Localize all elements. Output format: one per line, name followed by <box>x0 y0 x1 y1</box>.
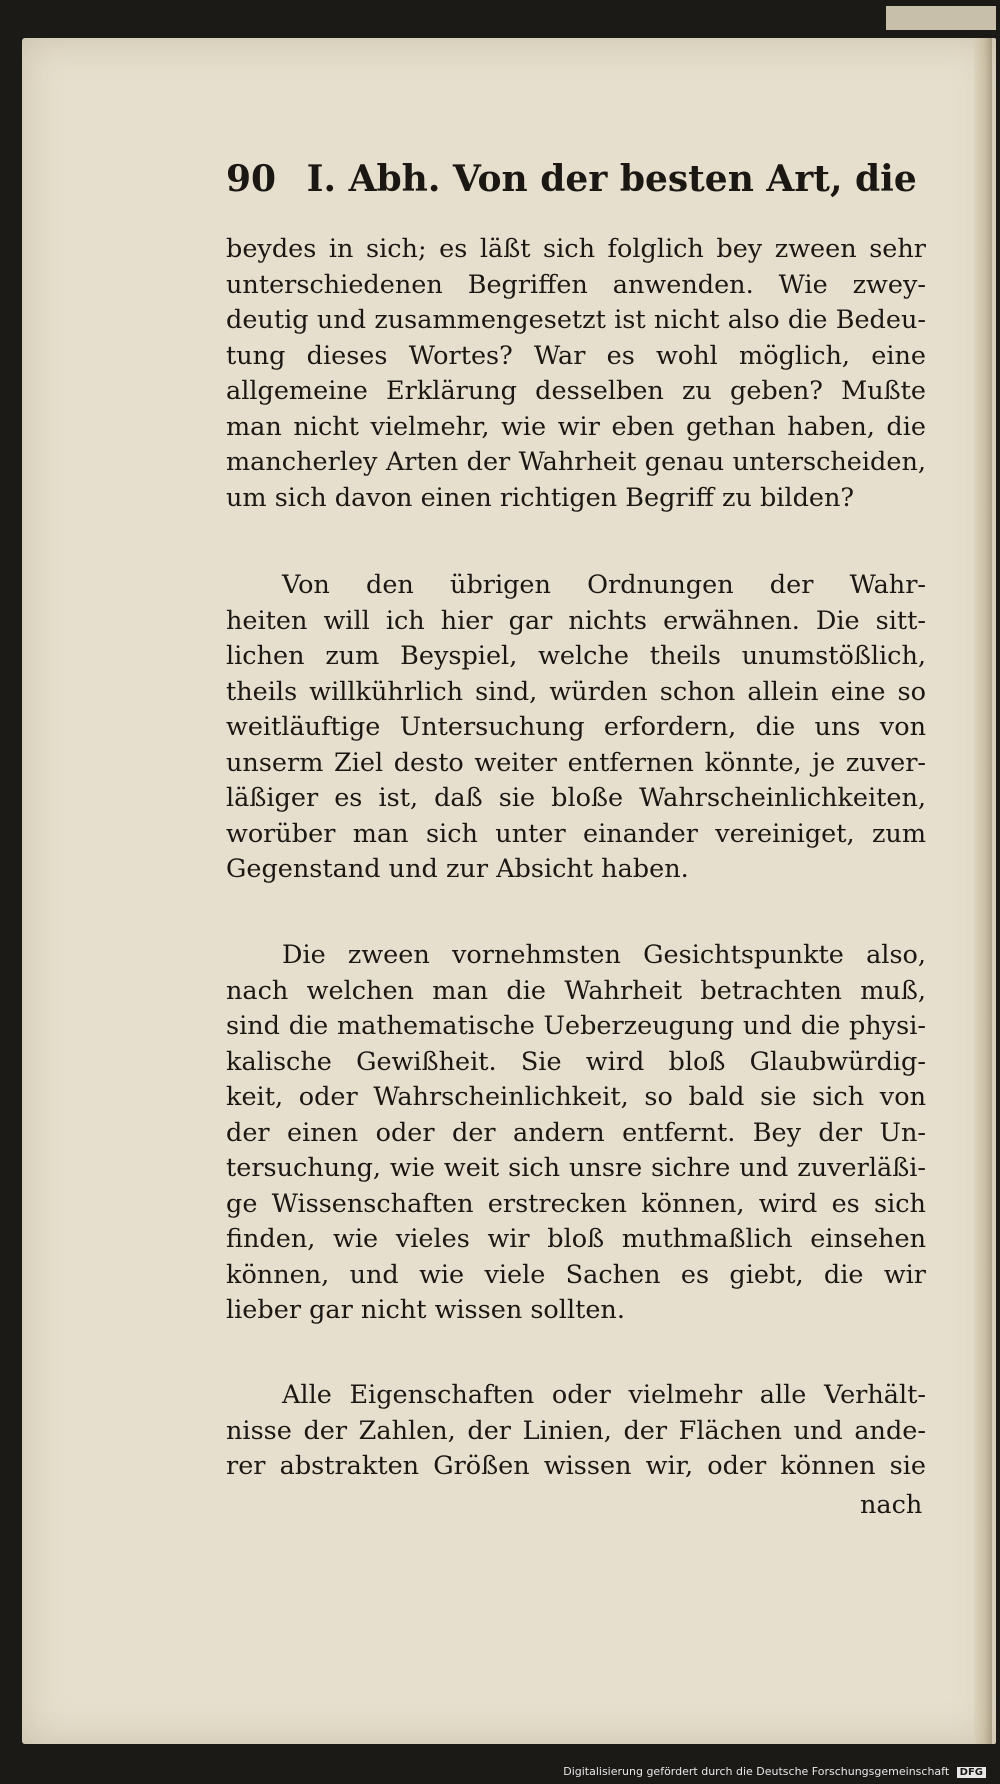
running-header <box>226 158 926 200</box>
digitization-credit <box>563 1765 986 1778</box>
text-line: nisse der Zahlen, der Linien, der Flächen und ande- <box>226 1415 926 1446</box>
text-line: mancherley Arten der Wahrheit genau unterscheiden, <box>226 447 926 477</box>
text-line: können, und wie viele Sachen es giebt, die wir <box>226 1259 926 1290</box>
running-title: I. Abh. Von der besten Art, die <box>306 158 917 200</box>
catchword: nach <box>860 1490 923 1520</box>
text-line: beydes in sich; es läßt sich folglich bey zween sehr <box>226 234 926 264</box>
text-line: lichen zum Beyspiel, welche theils unumstößlich, <box>226 641 926 671</box>
text-line: lieber gar nicht wissen sollten. <box>226 1295 625 1325</box>
paragraph-1 <box>226 232 926 516</box>
text-line: rer abstrakten Größen wissen wir, oder können sie <box>226 1451 926 1481</box>
paragraph-4 <box>226 1378 926 1485</box>
text-line: unserm Ziel desto weiter entfernen könnte, je zuver- <box>226 747 926 778</box>
text-line: tersuchung, wie weit sich unsre sichre und zuverläßi- <box>226 1153 926 1183</box>
text-line: der einen oder der andern entfernt. Bey der Un- <box>226 1117 926 1148</box>
text-line: kalische Gewißheit. Sie wird bloß Glaubwürdig- <box>226 1046 926 1077</box>
text-line: Alle Eigenschaften oder vielmehr alle Verhält- <box>282 1380 926 1410</box>
paragraph-2 <box>226 568 926 888</box>
text-line: finden, wie vieles wir bloß muthmaßlich einsehen <box>226 1224 926 1254</box>
text-line: Die zween vornehmsten Gesichtspunkte also, <box>282 940 926 970</box>
text-line: deutig und zusammengesetzt ist nicht also die Bedeu- <box>226 305 926 335</box>
text-line: Von den übrigen Ordnungen der Wahr- <box>282 570 926 600</box>
book-tab <box>886 6 996 30</box>
page-edge <box>974 38 992 1744</box>
text-line: heiten will ich hier gar nichts erwähnen. Die sitt- <box>226 605 926 636</box>
text-line: allgemeine Erklärung desselben zu geben? Mußte <box>226 376 926 406</box>
text-line: worüber man sich unter einander vereiniget, zum <box>226 818 926 849</box>
text-line: tung dieses Wortes? War es wohl möglich, eine <box>226 340 926 371</box>
text-line: nach welchen man die Wahrheit betrachten muß, <box>226 975 926 1006</box>
text-line: Gegenstand und zur Absicht haben. <box>226 854 689 884</box>
text-line: man nicht vielmehr, wie wir eben gethan haben, die <box>226 411 926 442</box>
text-line: sind die mathematische Ueberzeugung und die physi- <box>226 1011 926 1041</box>
text-line: um sich davon einen richtigen Begriff zu bilden? <box>226 482 855 513</box>
paragraph-3 <box>226 938 926 1329</box>
credit-text: Digitalisierung gefördert durch die Deutsche Forschungsgemeinschaft <box>563 1765 950 1778</box>
dfg-logo: DFG <box>957 1767 986 1778</box>
text-line: läßiger es ist, daß sie bloße Wahrscheinlichkeiten, <box>226 783 926 813</box>
text-line: ge Wissenschaften erstrecken können, wird es sich <box>226 1188 926 1219</box>
text-line: weitläuftige Untersuchung erfordern, die uns von <box>226 712 926 742</box>
text-line: keit, oder Wahrscheinlichkeit, so bald sie sich von <box>226 1082 926 1112</box>
text-line: unterschiedenen Begriffen anwenden. Wie zwey- <box>226 269 926 300</box>
page-number: 90 <box>226 158 277 200</box>
text-line: theils willkührlich sind, würden schon allein eine so <box>226 676 926 707</box>
